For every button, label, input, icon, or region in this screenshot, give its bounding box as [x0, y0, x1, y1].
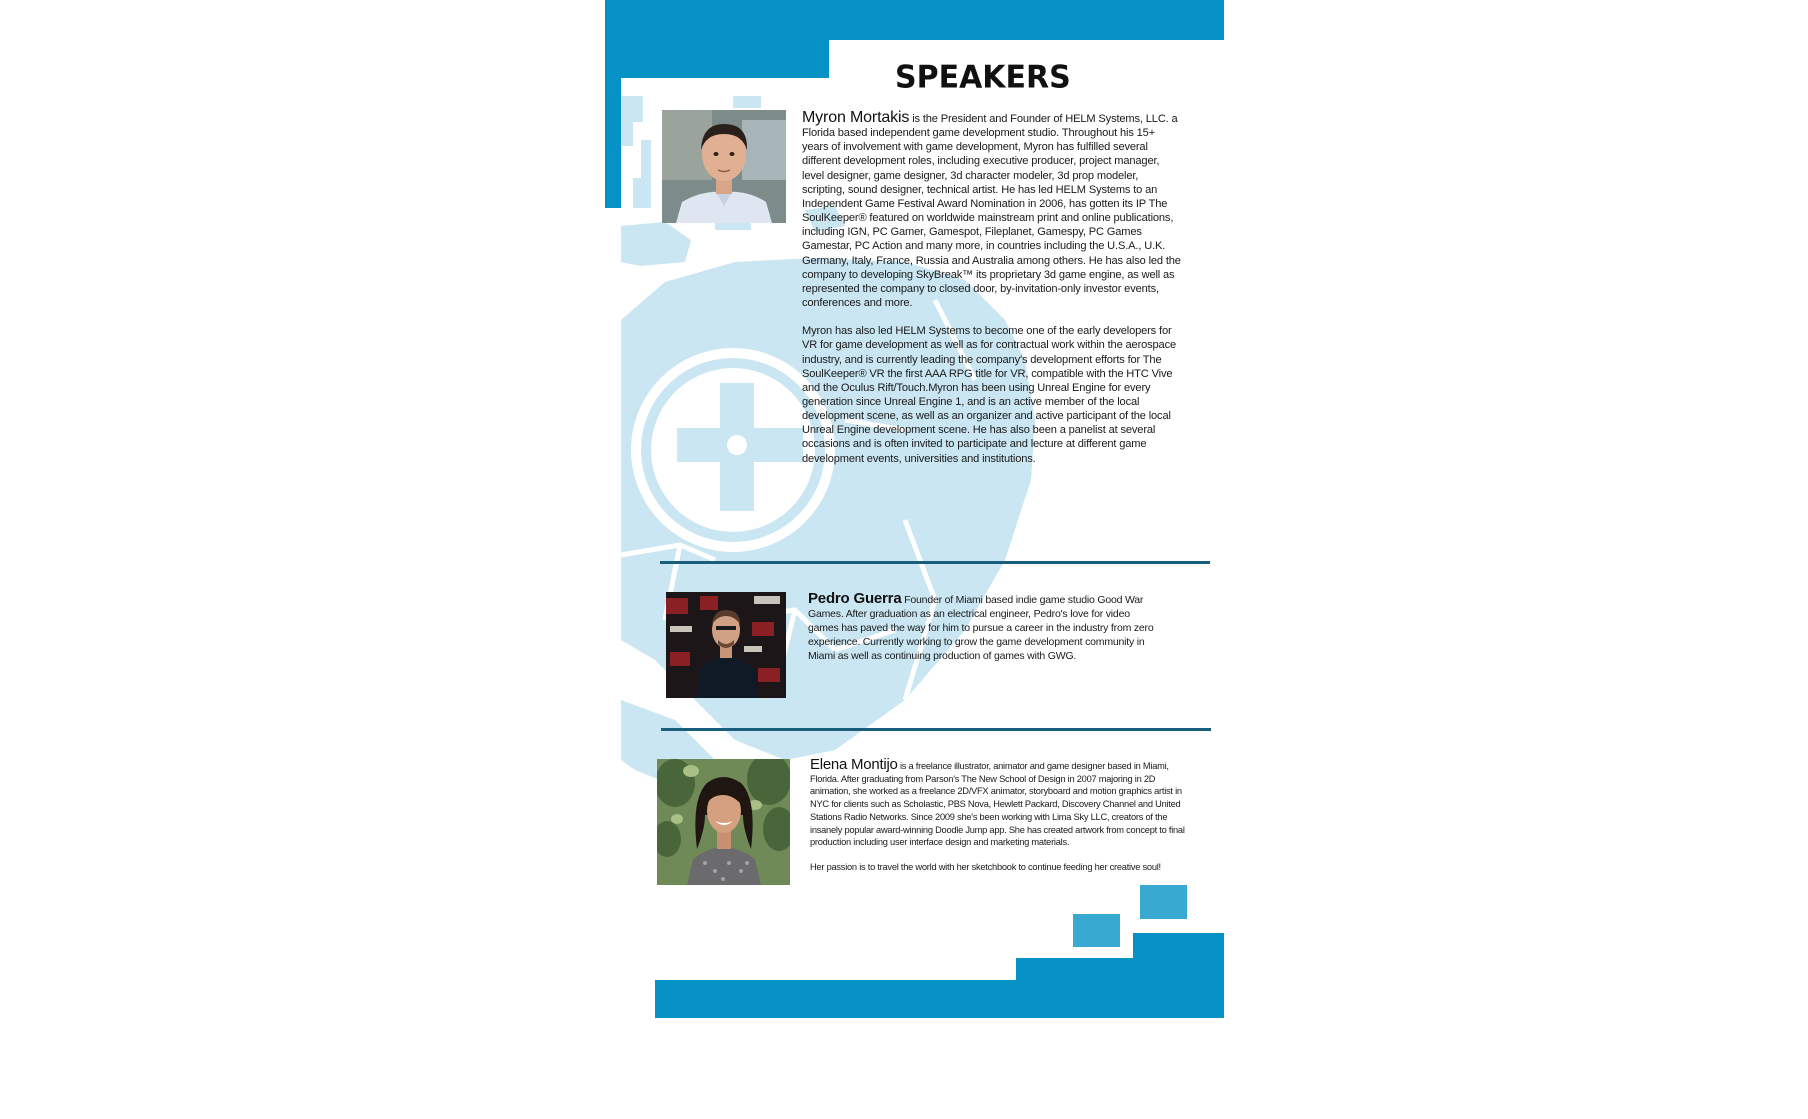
section-divider — [660, 561, 1210, 564]
speaker-photo-pedro-guerra — [666, 592, 786, 698]
speaker-bio-text: Founder of Miami based indie game studio Good War Games. After graduation as an electrical engineer, Pedro's love for video games has paved the way for him to pursue a career in the industry from zero experience. Currently working to grow the game development community in Miami as well as continuing production of games with GWG. — [808, 594, 1154, 663]
speaker-photo-myron-mortakis — [662, 110, 786, 223]
title-panel-left — [621, 78, 761, 96]
speaker-bio-paragraph — [802, 111, 1182, 310]
speaker-bio-myron-mortakis — [802, 111, 1182, 466]
deco-square-1 — [1073, 914, 1120, 947]
speaker-bio-paragraph — [808, 592, 1158, 663]
speaker-bio-elena-montijo — [810, 756, 1190, 874]
bottom-frame-bar — [655, 980, 1224, 1018]
bottom-frame-step-1 — [1016, 958, 1224, 982]
speaker-bio-paragraph — [810, 756, 1190, 849]
speaker-name: Pedro Guerra — [808, 590, 902, 607]
section-divider — [661, 728, 1211, 731]
speaker-bio-pedro-guerra — [808, 592, 1158, 663]
speaker-name: Elena Montijo — [810, 756, 898, 773]
speaker-bio-text: is a freelance illustrator, animator and game designer based in Miami, Florida. After graduating from Parson's The New School of Design in 2007 majoring in 2D animation, she worked as a freelance 2D/VFX animator, storyboard and motion graphics artist in NYC for clients such as Scholastic, PBS Nova, Hewlett Packard, Discovery Channel and United Stations Radio Networks. Since 2009 she's been working with Lima Sky LLC, creators of the insanely popular award-winning Doodle Jump app. She has created artwork from concept to final production including user interface design and marketing materials. — [810, 761, 1185, 848]
deco-square-2 — [1140, 885, 1187, 919]
speaker-name: Myron Mortakis — [802, 109, 910, 126]
bottom-frame-step-2 — [1133, 933, 1224, 961]
speaker-photo-elena-montijo — [657, 759, 790, 885]
speaker-bio-text: is the President and Founder of HELM Systems, LLC. a Florida based independent game development studio. Throughout his 15+ years of involvement with game development, Myron has fulfilled several different development roles, including executive producer, project manager, level designer, game designer, 3d character modeler, 3d prop modeler, scripting, sound designer, technical artist. He has led HELM Systems to an Independent Game Festival Award Nomination in 2006, has gotten its IP The SoulKeeper® featured on worldwide mainstream print and online publications, including IGN, PC Gamer, Gamespot, Fileplanet, Gamespy, PC Games Gamestar, PC Action and many more, in countries including the U.S.A., U.K. Germany, Italy, France, Russia and Australia among others. He has also led the company to developing SkyBreak™ its proprietary 3d game engine, as well as represented the company to closed door, by-invitation-only investor events, conferences and more. — [802, 113, 1181, 310]
speaker-bio-text: Her passion is to travel the world with her sketchbook to continue feeding her creative soul! — [810, 861, 1161, 872]
speakers-poster — [605, 0, 1224, 1021]
page-title: SPEAKERS — [895, 59, 1071, 96]
speaker-bio-text: Myron has also led HELM Systems to become one of the early developers for VR for game development as well as for contractual work within the aerospace industry, and is currently leading the company's development efforts for The SoulKeeper® VR the first AAA RPG title for VR, compatible with the HTC Vive and the Oculus Rift/Touch.Myron has been using Unreal Engine for every generation since Unreal Engine 1, and is an active member of the local development scene, as well as an organizer and active participant of the local Unreal Engine development scene. He has also been a panelist at several occasions and is often invited to participate and lecture at different game development events, universities and institutions. — [802, 325, 1176, 465]
